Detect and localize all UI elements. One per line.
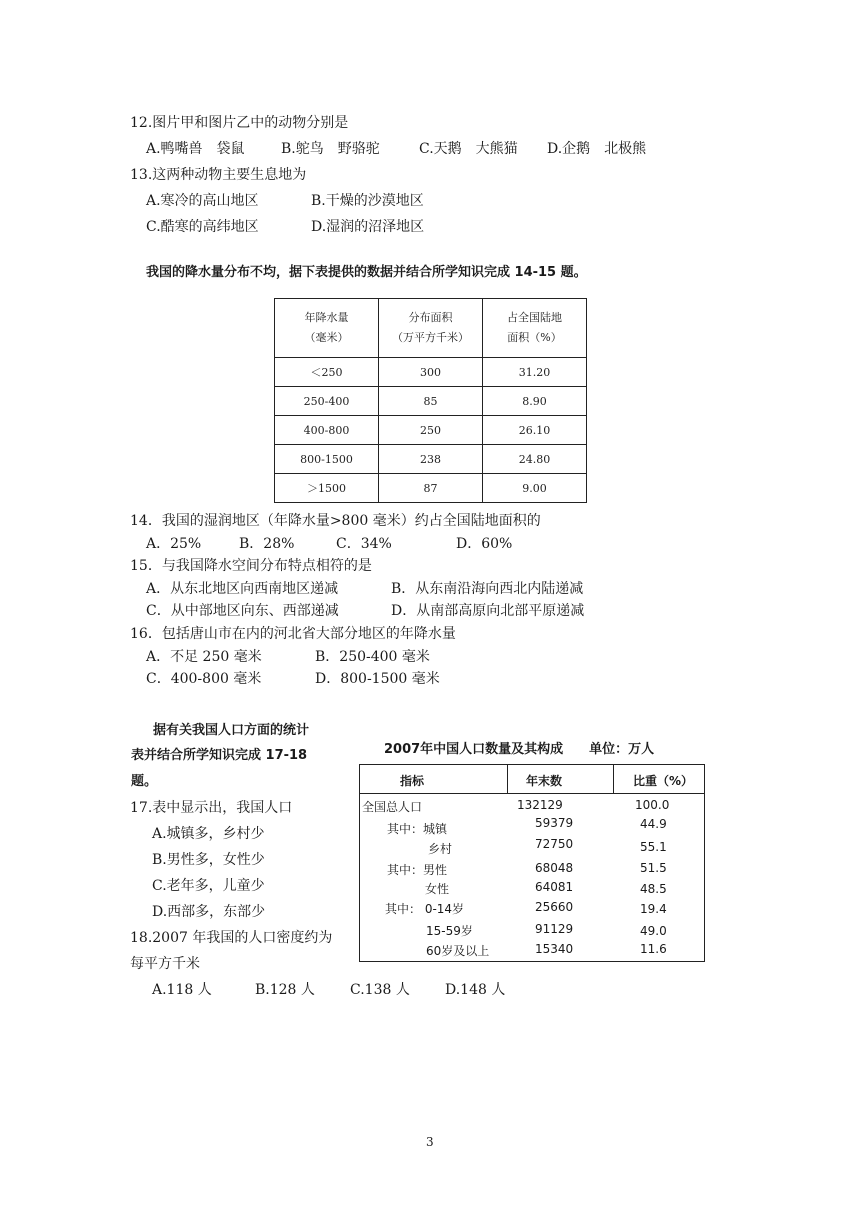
population-row-value: 25660	[535, 900, 574, 914]
question-16-option-a: A．不足 250 毫米	[146, 649, 262, 665]
rainfall-header-cell: 年降水量 （毫米）	[275, 299, 379, 358]
table-cell: 800-1500	[275, 445, 379, 474]
population-row-value: 132129	[517, 798, 563, 812]
question-13-option-a: A.寒冷的高山地区	[146, 193, 259, 209]
population-row-value: 68048	[535, 861, 574, 875]
question-18-stem-line-2: 每平方千米	[130, 956, 200, 972]
question-14-stem: 14．我国的湿润地区（年降水量>800 毫米）约占全国陆地面积的	[130, 513, 541, 529]
population-row-label: 60岁及以上	[426, 944, 490, 958]
question-13-option-b: B.干燥的沙漠地区	[311, 193, 424, 209]
question-15-option-d: D．从南部高原向北部平原递减	[391, 603, 585, 619]
population-row-value: 91129	[535, 922, 574, 936]
question-14-option-a: A．25%	[146, 536, 202, 552]
population-row-value: 72750	[535, 837, 574, 851]
rainfall-header-cell: 占全国陆地 面积（%）	[483, 299, 587, 358]
population-intro-line-1: 据有关我国人口方面的统计	[153, 723, 310, 738]
population-row-percent: 19.4	[640, 902, 667, 916]
table-cell: 9.00	[483, 474, 587, 503]
population-row-value: 59379	[535, 816, 574, 830]
page-number: 3	[426, 1135, 434, 1149]
question-13-stem: 13.这两种动物主要生息地为	[130, 167, 307, 183]
question-16-option-d: D．800-1500 毫米	[315, 671, 440, 687]
question-18-option-a: A.118 人	[152, 982, 212, 998]
question-18-option-d: D.148 人	[445, 982, 506, 998]
question-16-option-c: C．400-800 毫米	[146, 671, 262, 687]
population-row-label: 其中：城镇	[387, 822, 448, 836]
population-row-percent: 11.6	[640, 942, 667, 956]
question-12-option-d: D.企鹅 北极熊	[547, 141, 647, 157]
table-row	[275, 416, 587, 445]
population-row-percent: 55.1	[640, 840, 667, 854]
table-cell: 87	[379, 474, 483, 503]
population-row-label: 15-59岁	[426, 924, 473, 938]
table-cell: 24.80	[483, 445, 587, 474]
question-13-option-d: D.湿润的沼泽地区	[311, 219, 425, 235]
question-17-stem: 17.表中显示出，我国人口	[130, 800, 293, 816]
rainfall-table-header-row	[275, 299, 587, 358]
question-18-option-c: C.138 人	[350, 982, 410, 998]
population-row-label: 其中： 0-14岁	[385, 902, 465, 916]
table-row	[275, 445, 587, 474]
table-cell: 400-800	[275, 416, 379, 445]
population-row-percent: 48.5	[640, 882, 667, 896]
question-17-option-c: C.老年多，儿童少	[152, 878, 265, 894]
rainfall-table	[274, 298, 587, 503]
population-intro-line-3: 题。	[131, 774, 158, 789]
question-14-option-d: D．60%	[456, 536, 513, 552]
population-header-indicator: 指标	[400, 774, 425, 788]
population-row-label: 全国总人口	[362, 800, 423, 814]
table-cell: 238	[379, 445, 483, 474]
question-15-option-a: A．从东北地区向西南地区递减	[146, 581, 339, 597]
population-table-title: 2007年中国人口数量及其构成 单位：万人	[384, 742, 655, 757]
population-row-percent: 44.9	[640, 817, 667, 831]
question-15-option-b: B．从东南沿海向西北内陆递减	[391, 581, 584, 597]
table-cell: 31.20	[483, 358, 587, 387]
table-cell: 300	[379, 358, 483, 387]
table-cell: 250	[379, 416, 483, 445]
table-header-divider	[360, 793, 704, 794]
table-cell: 85	[379, 387, 483, 416]
question-17-option-b: B.男性多，女性少	[152, 852, 265, 868]
question-12-stem: 12.图片甲和图片乙中的动物分别是	[130, 115, 349, 131]
question-12-option-c: C.天鹅 大熊猫	[419, 141, 518, 157]
table-row	[275, 474, 587, 503]
question-17-option-d: D.西部多，东部少	[152, 904, 266, 920]
question-17-option-a: A.城镇多，乡村少	[152, 826, 265, 842]
population-row-value: 64081	[535, 880, 574, 894]
question-12-option-b: B.鸵鸟 野骆驼	[281, 141, 380, 157]
rainfall-header-cell: 分布面积 （万平方千米）	[379, 299, 483, 358]
question-16-stem: 16．包括唐山市在内的河北省大部分地区的年降水量	[130, 626, 456, 642]
table-row	[275, 358, 587, 387]
population-intro-line-2: 表并结合所学知识完成 17-18	[131, 748, 308, 763]
table-column-divider	[507, 765, 508, 793]
table-cell: ＞1500	[275, 474, 379, 503]
question-18-option-b: B.128 人	[255, 982, 315, 998]
table-cell: 8.90	[483, 387, 587, 416]
question-15-stem: 15．与我国降水空间分布特点相符的是	[130, 558, 372, 574]
question-14-option-b: B．28%	[239, 536, 295, 552]
population-row-percent: 51.5	[640, 861, 667, 875]
population-row-percent: 49.0	[640, 924, 667, 938]
table-cell: ＜250	[275, 358, 379, 387]
table-column-divider	[613, 765, 614, 793]
population-table	[359, 764, 705, 962]
population-header-proportion: 比重（%）	[633, 774, 694, 788]
table-cell: 250-400	[275, 387, 379, 416]
question-12-option-a: A.鸭嘴兽 袋鼠	[146, 141, 245, 157]
table-row	[275, 387, 587, 416]
population-row-label: 女性	[425, 882, 450, 896]
table-cell: 26.10	[483, 416, 587, 445]
population-row-value: 15340	[535, 942, 574, 956]
population-row-label: 其中：男性	[387, 863, 448, 877]
question-13-option-c: C.酷寒的高纬地区	[146, 219, 259, 235]
population-row-label: 乡村	[428, 842, 453, 856]
population-header-year-end: 年末数	[526, 774, 563, 788]
rainfall-intro: 我国的降水量分布不均，据下表提供的数据并结合所学知识完成 14-15 题。	[146, 265, 587, 280]
question-14-option-c: C．34%	[336, 536, 392, 552]
population-row-percent: 100.0	[635, 798, 670, 812]
question-18-stem-line-1: 18.2007 年我国的人口密度约为	[130, 930, 333, 946]
question-16-option-b: B．250-400 毫米	[315, 649, 430, 665]
question-15-option-c: C．从中部地区向东、西部递减	[146, 603, 339, 619]
